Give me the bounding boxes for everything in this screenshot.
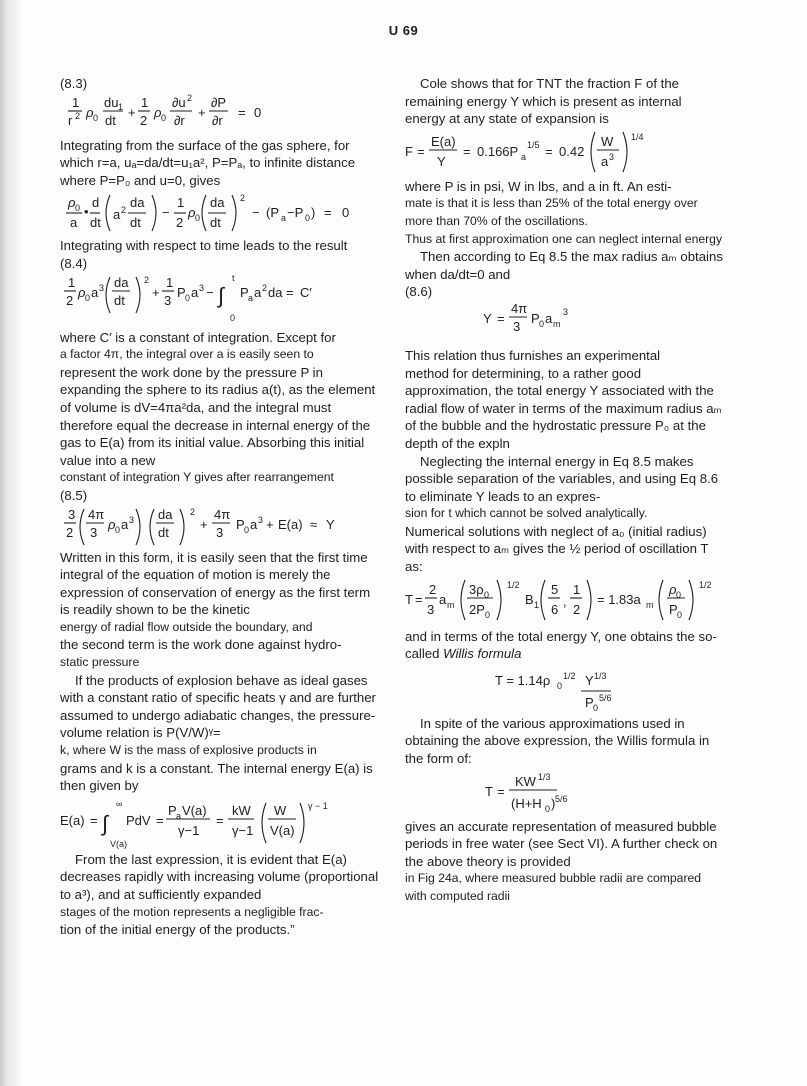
- equation-8-4: [60, 273, 380, 329]
- svg-text:E(a): E(a): [431, 133, 456, 149]
- right-paragraph-2a: where P is in psi, W in lbs, and a in ft. An esti-: [405, 178, 672, 194]
- svg-text:=: =: [90, 812, 98, 828]
- page-number: U 69: [388, 23, 419, 38]
- svg-text:2: 2: [121, 205, 127, 216]
- svg-text:•: •: [84, 204, 89, 220]
- left-paragraph-6c: tion of the initial energy of the products.”: [60, 922, 295, 938]
- svg-text:0: 0: [161, 112, 167, 123]
- svg-text:γ−1: γ−1: [178, 822, 200, 838]
- svg-text:V(a): V(a): [110, 838, 128, 849]
- left-paragraph-5: If the products of explosion behave as ideal gases with a constant ratio of specific heats γ and are further assumed to undergo adiabatic changes, the pressure-volume relation is P(V/W)ᵞ=: [60, 672, 376, 741]
- svg-text:V(a): V(a): [182, 802, 207, 818]
- svg-text:0: 0: [115, 524, 121, 535]
- svg-text:0: 0: [185, 292, 191, 303]
- svg-text:a: a: [250, 516, 258, 532]
- svg-text:Y: Y: [326, 516, 335, 532]
- svg-text:3: 3: [258, 514, 264, 525]
- right-paragraph-1: Cole shows that for TNT the fraction F of the remaining energy Y which is present as internal energy at any state of expansion is: [405, 76, 682, 127]
- svg-text:m: m: [646, 599, 654, 610]
- svg-text:4π: 4π: [214, 506, 231, 522]
- svg-text:0: 0: [254, 104, 262, 120]
- svg-text:6: 6: [551, 601, 559, 617]
- svg-text:0: 0: [244, 524, 250, 535]
- svg-text:3: 3: [90, 524, 98, 540]
- svg-text:=: =: [238, 104, 246, 120]
- svg-text:∂P: ∂P: [211, 94, 227, 110]
- svg-text:2: 2: [176, 215, 184, 231]
- svg-text:=: =: [463, 143, 471, 159]
- svg-text:3: 3: [68, 506, 76, 522]
- svg-text:m: m: [447, 599, 455, 610]
- left-paragraph-3d: constant of integration Y gives after rearrangement: [60, 470, 334, 485]
- right-paragraph-5b: sion for t which cannot be solved analytically.: [405, 506, 648, 521]
- svg-text:ρ: ρ: [188, 205, 196, 221]
- svg-text:2: 2: [140, 112, 148, 128]
- svg-text:0: 0: [557, 680, 563, 691]
- svg-text:+: +: [266, 516, 274, 532]
- svg-text:=: =: [497, 310, 505, 326]
- svg-text:ρ: ρ: [86, 104, 94, 120]
- right-paragraph-5a: Neglecting the internal energy in Eq 8.5 makes possible separation of the variables, and using Eq 8.6 to eliminate Y leads to an expres-: [405, 453, 719, 504]
- svg-text:3: 3: [427, 601, 435, 617]
- svg-text:a: a: [254, 284, 262, 300]
- svg-text:2: 2: [66, 292, 74, 308]
- page-gutter-shadow: [0, 0, 22, 1086]
- svg-text:0: 0: [230, 312, 236, 323]
- svg-text:P: P: [236, 516, 245, 532]
- svg-text:P: P: [240, 284, 249, 300]
- svg-text:a: a: [70, 215, 78, 231]
- svg-text:+: +: [198, 104, 206, 120]
- svg-text:1/3: 1/3: [594, 670, 607, 681]
- svg-text:dt: dt: [105, 112, 116, 128]
- svg-text:a: a: [281, 213, 287, 224]
- svg-text:ρ: ρ: [68, 195, 76, 211]
- svg-text:−P: −P: [287, 205, 304, 221]
- svg-text:5/6: 5/6: [555, 793, 568, 804]
- equation-label-8-4: (8.4): [60, 255, 88, 271]
- svg-text:3: 3: [129, 514, 135, 525]
- svg-text:0: 0: [195, 213, 201, 224]
- svg-text:−: −: [162, 205, 170, 221]
- svg-text:−: −: [206, 284, 214, 300]
- svg-text:2: 2: [144, 274, 150, 285]
- svg-text:0: 0: [545, 803, 551, 814]
- svg-text:1: 1: [141, 94, 149, 110]
- svg-text:a: a: [176, 810, 182, 821]
- svg-text:=: =: [545, 143, 553, 159]
- svg-text:T = 1.14ρ: T = 1.14ρ: [495, 672, 551, 688]
- svg-text:=: =: [216, 812, 224, 828]
- svg-text:,: ,: [563, 593, 567, 609]
- svg-text:0: 0: [342, 205, 350, 221]
- svg-text:4π: 4π: [88, 506, 105, 522]
- svg-text:da: da: [158, 506, 173, 522]
- svg-text:2P: 2P: [469, 601, 485, 617]
- svg-text:1/5: 1/5: [527, 139, 540, 150]
- svg-text:E(a): E(a): [60, 812, 85, 828]
- svg-text:da: da: [130, 195, 145, 211]
- svg-text:2: 2: [429, 581, 437, 597]
- svg-text:3: 3: [609, 151, 615, 162]
- right-paragraph-5c: Numerical solutions with neglect of a₀ (initial radius) with respect to aₘ gives the ½ period of oscillation T as:: [405, 523, 709, 575]
- svg-text:a: a: [91, 284, 99, 300]
- svg-text:P: P: [531, 310, 540, 326]
- svg-text:2: 2: [75, 110, 81, 121]
- equation-energy-fraction: [405, 128, 723, 178]
- svg-text:1: 1: [166, 274, 174, 290]
- right-paragraph-4a: This relation thus furnishes an experimental: [405, 347, 661, 363]
- svg-text:ρ: ρ: [108, 516, 116, 532]
- right-paragraph-8b: in Fig 24a, where measured bubble radii are compared with computed radii: [405, 871, 702, 903]
- equation-8-3: [60, 93, 380, 133]
- svg-text:1: 1: [534, 599, 540, 610]
- svg-text:a: a: [545, 310, 553, 326]
- left-paragraph-5b: k, where W is the mass of explosive products in: [60, 743, 317, 758]
- svg-text:+: +: [200, 516, 208, 532]
- svg-text:5/6: 5/6: [599, 692, 612, 703]
- svg-text:E(a): E(a): [278, 516, 303, 532]
- svg-text:a: a: [191, 284, 199, 300]
- left-paragraph-2: Integrating with respect to time leads to the result: [60, 238, 348, 254]
- svg-text:1/2: 1/2: [507, 579, 520, 590]
- svg-text:1/2: 1/2: [699, 579, 712, 590]
- svg-text:): ): [311, 205, 316, 221]
- svg-text:T: T: [485, 783, 493, 799]
- svg-text:∂u: ∂u: [172, 94, 186, 110]
- right-paragraph-6-text: and in terms of the total energy Y, one obtains the so-called: [405, 628, 717, 662]
- svg-text:0: 0: [75, 203, 81, 214]
- svg-text:0: 0: [85, 292, 91, 303]
- equation-willis-general: [405, 768, 723, 818]
- svg-text:(P: (P: [266, 205, 279, 221]
- svg-text:V(a): V(a): [270, 822, 295, 838]
- svg-text:−: −: [252, 205, 260, 221]
- svg-text:dt: dt: [114, 292, 125, 308]
- svg-text:3: 3: [563, 306, 569, 317]
- svg-text:∞: ∞: [116, 798, 123, 809]
- svg-text:T: T: [405, 591, 413, 607]
- svg-text:Y: Y: [437, 153, 446, 169]
- svg-text:a: a: [521, 151, 527, 162]
- svg-text:0.166P: 0.166P: [477, 143, 519, 159]
- left-paragraph-6b: stages of the motion represents a negligible frac-: [60, 904, 324, 919]
- svg-text:= 1.83a: = 1.83a: [597, 591, 641, 607]
- svg-text:0: 0: [539, 318, 545, 329]
- svg-text:1: 1: [72, 94, 80, 110]
- left-paragraph-4d: static pressure: [60, 655, 140, 670]
- svg-text:dt: dt: [90, 215, 101, 231]
- svg-text:≈: ≈: [310, 516, 318, 532]
- left-paragraph-1: Integrating from the surface of the gas sphere, for which r=a, uₐ=da/dt=u₁a², P=Pₐ, to infinite distance where P=P₀ and u=0, gives: [60, 137, 356, 188]
- svg-text:(H+H: (H+H: [511, 795, 542, 811]
- svg-text:=: =: [497, 783, 505, 799]
- right-paragraph-8a: gives an accurate representation of measured bubble periods in free water (see Sect VI). A further check on the above theory is provided: [405, 818, 718, 869]
- equation-8-5: [60, 505, 380, 549]
- left-paragraph-3b: a factor 4π, the integral over a is easily seen to: [60, 347, 314, 362]
- svg-text:2: 2: [190, 506, 196, 517]
- left-paragraph-4b: energy of radial flow outside the boundary, and: [60, 619, 313, 634]
- svg-text:=: =: [156, 812, 164, 828]
- equation-half-period: [405, 576, 723, 628]
- svg-text:3ρ: 3ρ: [469, 581, 484, 597]
- left-paragraph-5c: grams and k is a constant. The internal energy E(a) is then given by: [60, 760, 373, 794]
- svg-text:P: P: [168, 802, 177, 818]
- svg-text:C′: C′: [300, 284, 312, 300]
- right-paragraph-6: [405, 628, 723, 663]
- svg-text:t: t: [232, 272, 235, 283]
- right-paragraph-2c: Thus at first approximation one can neglect internal energy: [405, 231, 723, 246]
- right-paragraph-3: Then according to Eq 8.5 the max radius aₘ obtains when da/dt=0 and: [405, 249, 723, 282]
- svg-text:kW: kW: [232, 802, 251, 818]
- left-paragraph-6a: From the last expression, it is evident that E(a) decreases rapidly with increasing volume (proportional to a³), and at sufficiently expanded: [60, 851, 379, 902]
- equation-label-8-3: (8.3): [60, 76, 88, 91]
- svg-text:a: a: [601, 153, 609, 169]
- svg-text:1: 1: [118, 101, 124, 112]
- willis-formula-term: Willis formula: [443, 646, 522, 662]
- svg-text:=: =: [415, 591, 423, 607]
- svg-text:+: +: [152, 284, 160, 300]
- svg-text:W: W: [274, 802, 287, 818]
- svg-text:dt: dt: [130, 215, 141, 231]
- svg-text:a: a: [121, 516, 129, 532]
- svg-text:P: P: [177, 284, 186, 300]
- svg-text:0: 0: [593, 702, 599, 713]
- svg-text:P: P: [669, 601, 678, 617]
- svg-text:F: F: [405, 143, 413, 159]
- svg-text:γ−1: γ−1: [232, 822, 254, 838]
- svg-text:0: 0: [677, 609, 683, 620]
- svg-text:+: +: [128, 104, 136, 120]
- svg-text:2: 2: [187, 92, 193, 103]
- svg-text:a: a: [113, 207, 121, 223]
- left-column: [60, 75, 380, 939]
- svg-text:da: da: [114, 274, 129, 290]
- equation-internal-energy: [60, 795, 380, 851]
- svg-text:=: =: [324, 205, 332, 221]
- equation-label-8-5: (8.5): [60, 487, 88, 503]
- right-paragraph-4b: method for determining, to a rather good approximation, the total energy Y associated with the radial flow of water in terms of the maximum radius aₘ of the bubble and the hydrostatic pressure P₀ at the depth of the expln: [405, 365, 722, 451]
- right-column: [405, 75, 723, 906]
- svg-text:0: 0: [676, 589, 682, 600]
- svg-text:2: 2: [573, 601, 581, 617]
- svg-text:0: 0: [93, 112, 99, 123]
- svg-text:1/2: 1/2: [563, 670, 576, 681]
- svg-text:1: 1: [68, 274, 76, 290]
- svg-text:Y: Y: [585, 672, 594, 688]
- svg-text:1: 1: [177, 195, 185, 211]
- equation-8-6: [405, 301, 723, 339]
- svg-text:2: 2: [66, 524, 74, 540]
- svg-text:KW: KW: [515, 773, 536, 789]
- equation-willis-formula: [405, 663, 723, 715]
- svg-text:0: 0: [484, 589, 490, 600]
- svg-text:B: B: [525, 591, 534, 607]
- svg-text:P: P: [585, 694, 594, 710]
- svg-text:∫: ∫: [218, 282, 225, 308]
- svg-text:=: =: [286, 284, 294, 300]
- svg-text:0: 0: [305, 213, 311, 224]
- svg-text:1: 1: [573, 581, 581, 597]
- svg-text:4π: 4π: [511, 300, 528, 316]
- svg-text:3: 3: [216, 524, 224, 540]
- svg-text:3: 3: [199, 282, 205, 293]
- svg-text:γ − 1: γ − 1: [308, 800, 328, 811]
- svg-text:3: 3: [99, 282, 105, 293]
- equation-label-8-6: (8.6): [405, 284, 433, 300]
- svg-text:ρ: ρ: [154, 104, 162, 120]
- svg-text:da: da: [210, 195, 225, 211]
- svg-text:du: du: [104, 94, 119, 110]
- svg-text:2: 2: [240, 193, 246, 204]
- svg-text:=: =: [417, 143, 425, 159]
- left-paragraph-4a: Written in this form, it is easily seen that the first time integral of the equation of motion is merely the expression of conservation of energy as the first term is readily shown to be the kinetic: [60, 549, 371, 618]
- svg-text:∫: ∫: [102, 810, 109, 836]
- svg-text:Y: Y: [483, 310, 492, 326]
- svg-text:3: 3: [164, 292, 172, 308]
- svg-text:m: m: [553, 318, 561, 329]
- svg-text:3: 3: [513, 318, 521, 334]
- svg-text:2: 2: [262, 282, 268, 293]
- equation-energy-integral: [60, 189, 380, 237]
- svg-text:∂r: ∂r: [212, 112, 223, 128]
- svg-text:ρ: ρ: [78, 284, 86, 300]
- svg-text:0: 0: [485, 609, 491, 620]
- svg-text:da: da: [268, 284, 283, 300]
- svg-text:1/4: 1/4: [631, 131, 644, 142]
- svg-text:∂r: ∂r: [174, 112, 185, 128]
- svg-text:5: 5: [551, 581, 559, 597]
- right-paragraph-7: In spite of the various approximations used in obtaining the above expression, the Willis formula in the form of:: [405, 715, 710, 767]
- svg-text:dt: dt: [158, 524, 169, 540]
- left-paragraph-3c: represent the work done by the pressure P in expanding the sphere to its radius a(t), as the element of volume is dV=4πa²da, and the integral must therefore equal the decrease in internal energy of the gas to E(a) from its initial value. Absorbing this initial value into a new: [60, 364, 376, 468]
- svg-text:a: a: [248, 292, 254, 303]
- left-paragraph-3a: where C′ is a constant of integration. Except for: [60, 329, 336, 345]
- right-paragraph-2b: mate is that it is less than 25% of the total energy over more than 70% of the oscillations.: [405, 196, 698, 228]
- svg-text:PdV: PdV: [126, 812, 151, 828]
- svg-text:ρ: ρ: [669, 581, 677, 597]
- left-paragraph-4c: the second term is the work done against hydro-: [60, 637, 342, 653]
- svg-text:a: a: [439, 591, 447, 607]
- svg-text:): ): [551, 795, 556, 811]
- svg-text:r: r: [68, 112, 73, 128]
- svg-text:W: W: [601, 133, 614, 149]
- svg-text:0.42: 0.42: [559, 143, 585, 159]
- svg-text:1/3: 1/3: [538, 771, 551, 782]
- svg-text:dt: dt: [210, 215, 221, 231]
- svg-text:d: d: [92, 195, 100, 211]
